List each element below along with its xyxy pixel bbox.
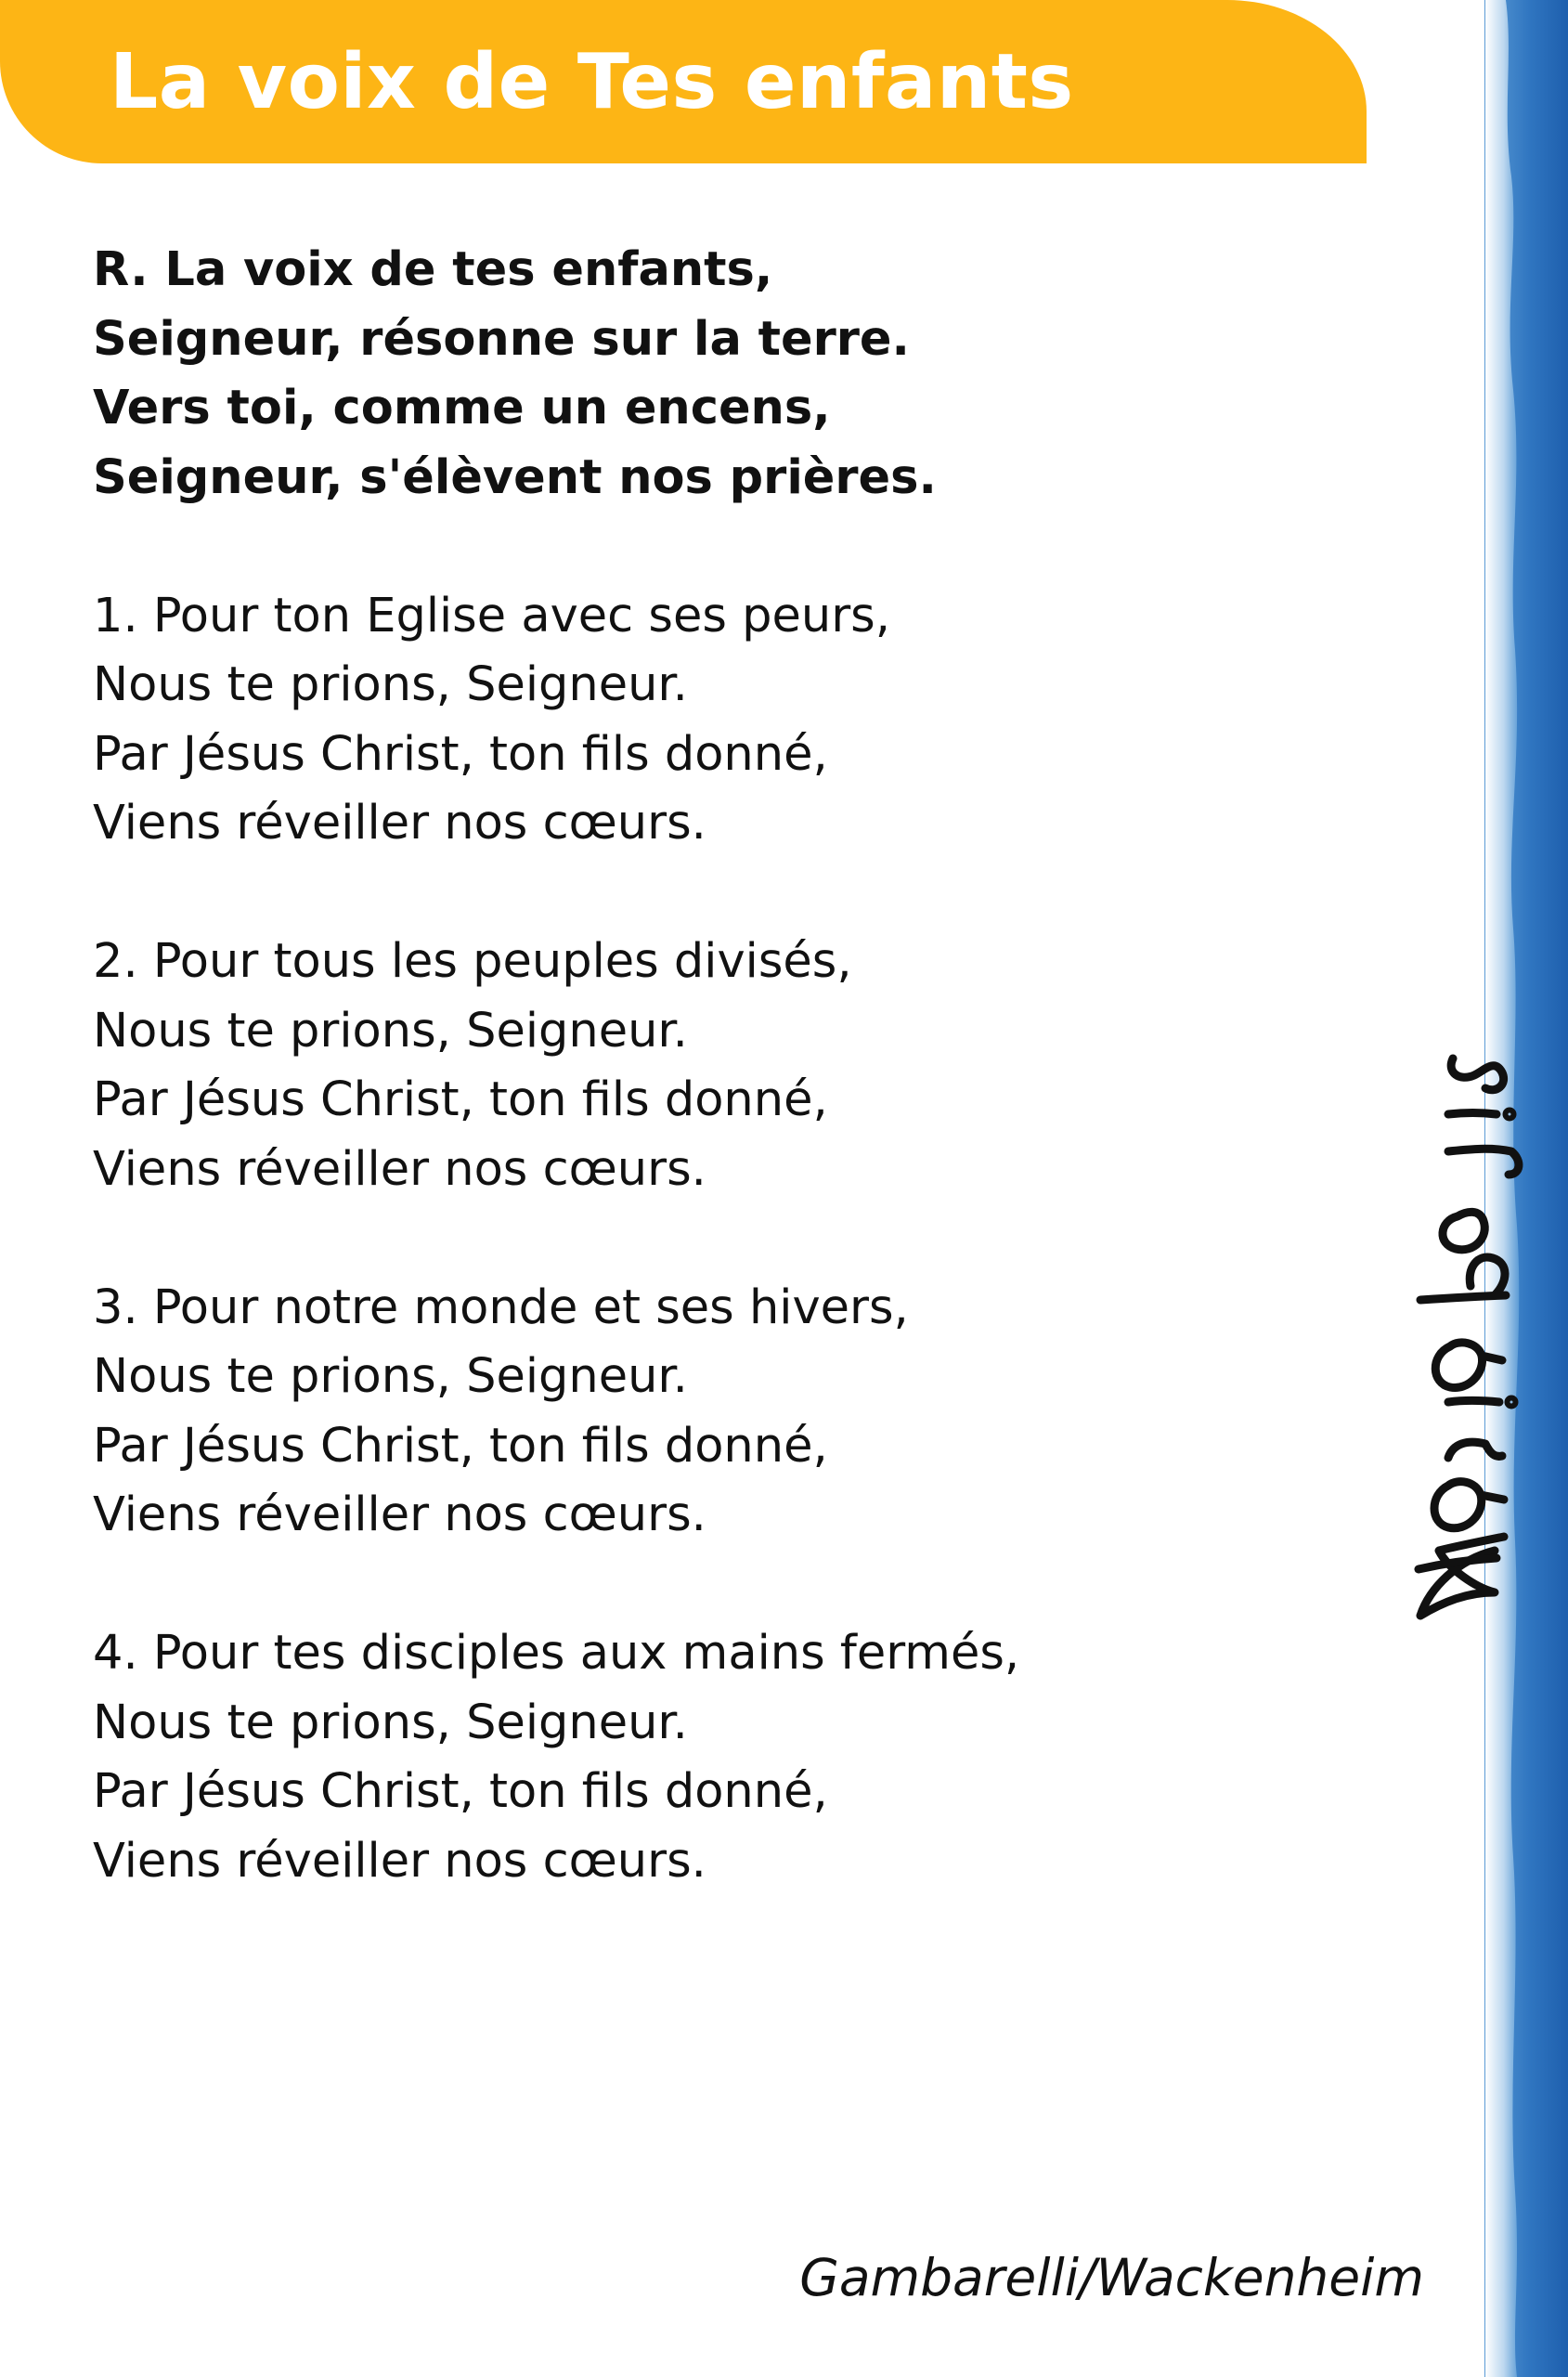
verse-line: Viens réveiller nos cœurs. — [93, 1833, 706, 1889]
verse-line: Par Jésus Christ, ton fils donné, — [93, 1072, 828, 1127]
refrain-line: R. La voix de tes enfants, — [93, 242, 773, 297]
refrain-line: Seigneur, s'élèvent nos prières. — [93, 449, 937, 505]
mariapolis-signature — [1393, 752, 1532, 1634]
lyrics-block — [93, 236, 1374, 1966]
verse-line: Nous te prions, Seigneur. — [93, 657, 688, 712]
refrain-line: Seigneur, résonne sur la terre. — [93, 311, 910, 367]
refrain — [93, 236, 1374, 513]
verse-line: Par Jésus Christ, ton fils donné, — [93, 1418, 828, 1474]
verse-3 — [93, 1274, 1374, 1551]
verse-line: 1. Pour ton Eglise avec ses peurs, — [93, 588, 890, 643]
verse-line: Viens réveiller nos cœurs. — [93, 1141, 706, 1197]
verse-line: Nous te prions, Seigneur. — [93, 1003, 688, 1059]
authors-credit: Gambarelli/Wackenheim — [799, 2248, 1424, 2307]
verse-line: 3. Pour notre monde et ses hivers, — [93, 1279, 909, 1335]
verse-line: Nous te prions, Seigneur. — [93, 1349, 688, 1404]
verse-line: 4. Pour tes disciples aux mains fermés, — [93, 1626, 1020, 1681]
verse-line: Par Jésus Christ, ton fils donné, — [93, 726, 828, 782]
verse-4 — [93, 1619, 1374, 1896]
verse-line: Viens réveiller nos cœurs. — [93, 1487, 706, 1542]
verse-line: Viens réveiller nos cœurs. — [93, 796, 706, 851]
verse-line: Par Jésus Christ, ton fils donné, — [93, 1764, 828, 1819]
refrain-line: Vers toi, comme un encens, — [93, 381, 831, 435]
verse-1 — [93, 582, 1374, 859]
verse-line: Nous te prions, Seigneur. — [93, 1695, 688, 1750]
verse-2 — [93, 928, 1374, 1204]
song-title: La voix de Tes enfants — [110, 38, 1074, 126]
verse-line: 2. Pour tous les peuples divisés, — [93, 934, 852, 989]
